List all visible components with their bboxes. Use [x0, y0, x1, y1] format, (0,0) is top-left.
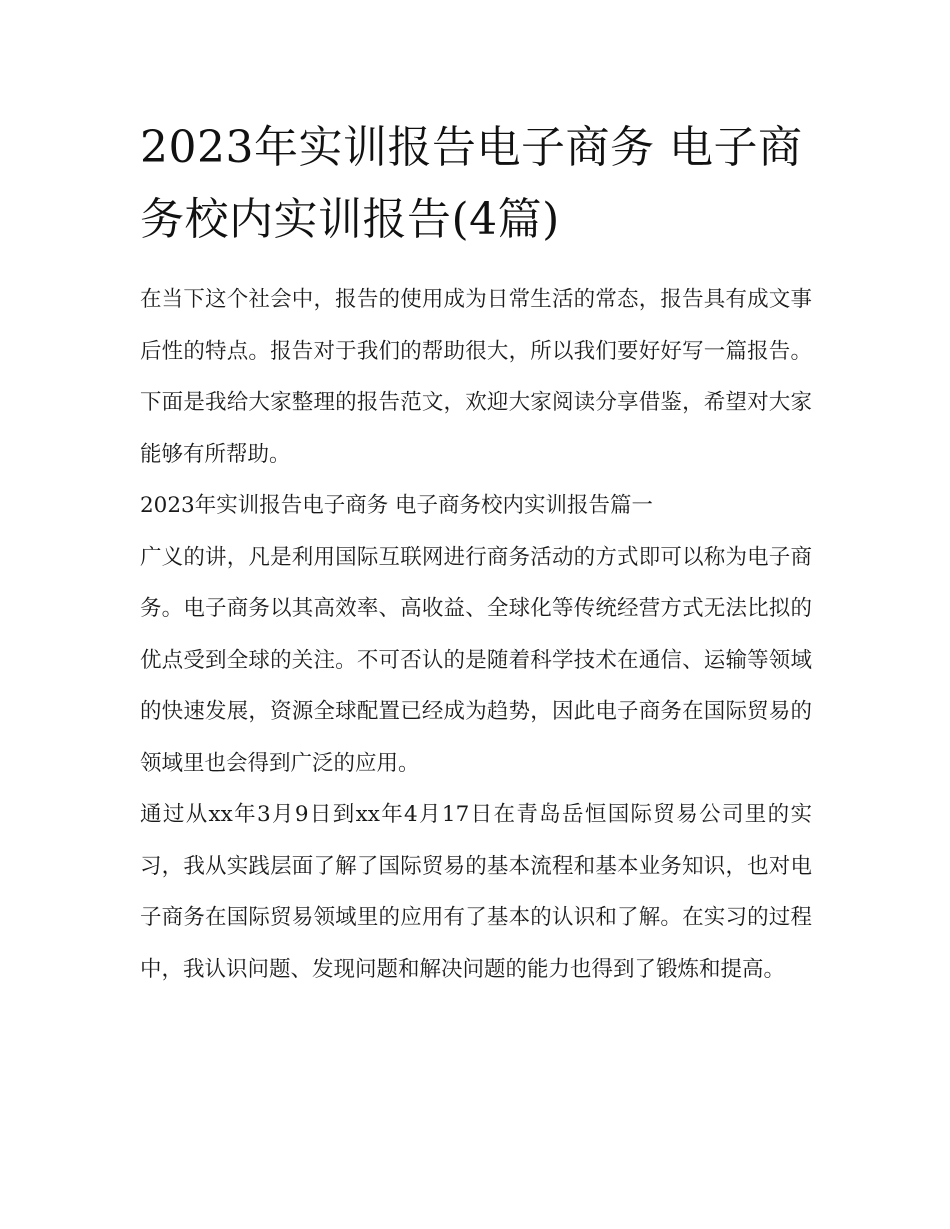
section-heading: 2023年实训报告电子商务 电子商务校内实训报告篇一 — [140, 493, 654, 518]
body-paragraph-1: 广义的讲，凡是利用国际互联网进行商务活动的方式即可以称为电子商务。电子商务以其高效率、高收益、全球化等传统经营方式无法比拟的优点受到全球的关注。不可否认的是随着科学技术在通信、运输等领域的快速发展，资源全球配置已经成为趋势，因此电子商务在国际贸易的领域里也会得到广泛的应用。 — [140, 544, 812, 776]
document-title: 2023年实训报告电子商务 电子商务校内实训报告(4篇) — [140, 122, 803, 245]
intro-paragraph: 在当下这个社会中，报告的使用成为日常生活的常态，报告具有成文事后性的特点。报告对于我们的帮助很大，所以我们要好好写一篇报告。下面是我给大家整理的报告范文，欢迎大家阅读分享借鉴，希望对大家能够有所帮助。 — [140, 287, 812, 467]
document-body — [140, 112, 812, 995]
body-paragraph-2: 通过从xx年3月9日到xx年4月17日在青岛岳恒国际贸易公司里的实习，我从实践层面了解了国际贸易的基本流程和基本业务知识，也对电子商务在国际贸易领域里的应用有了基本的认识和了解。在实习的过程中，我认识问题、发现问题和解决问题的能力也得到了锻炼和提高。 — [140, 802, 812, 982]
